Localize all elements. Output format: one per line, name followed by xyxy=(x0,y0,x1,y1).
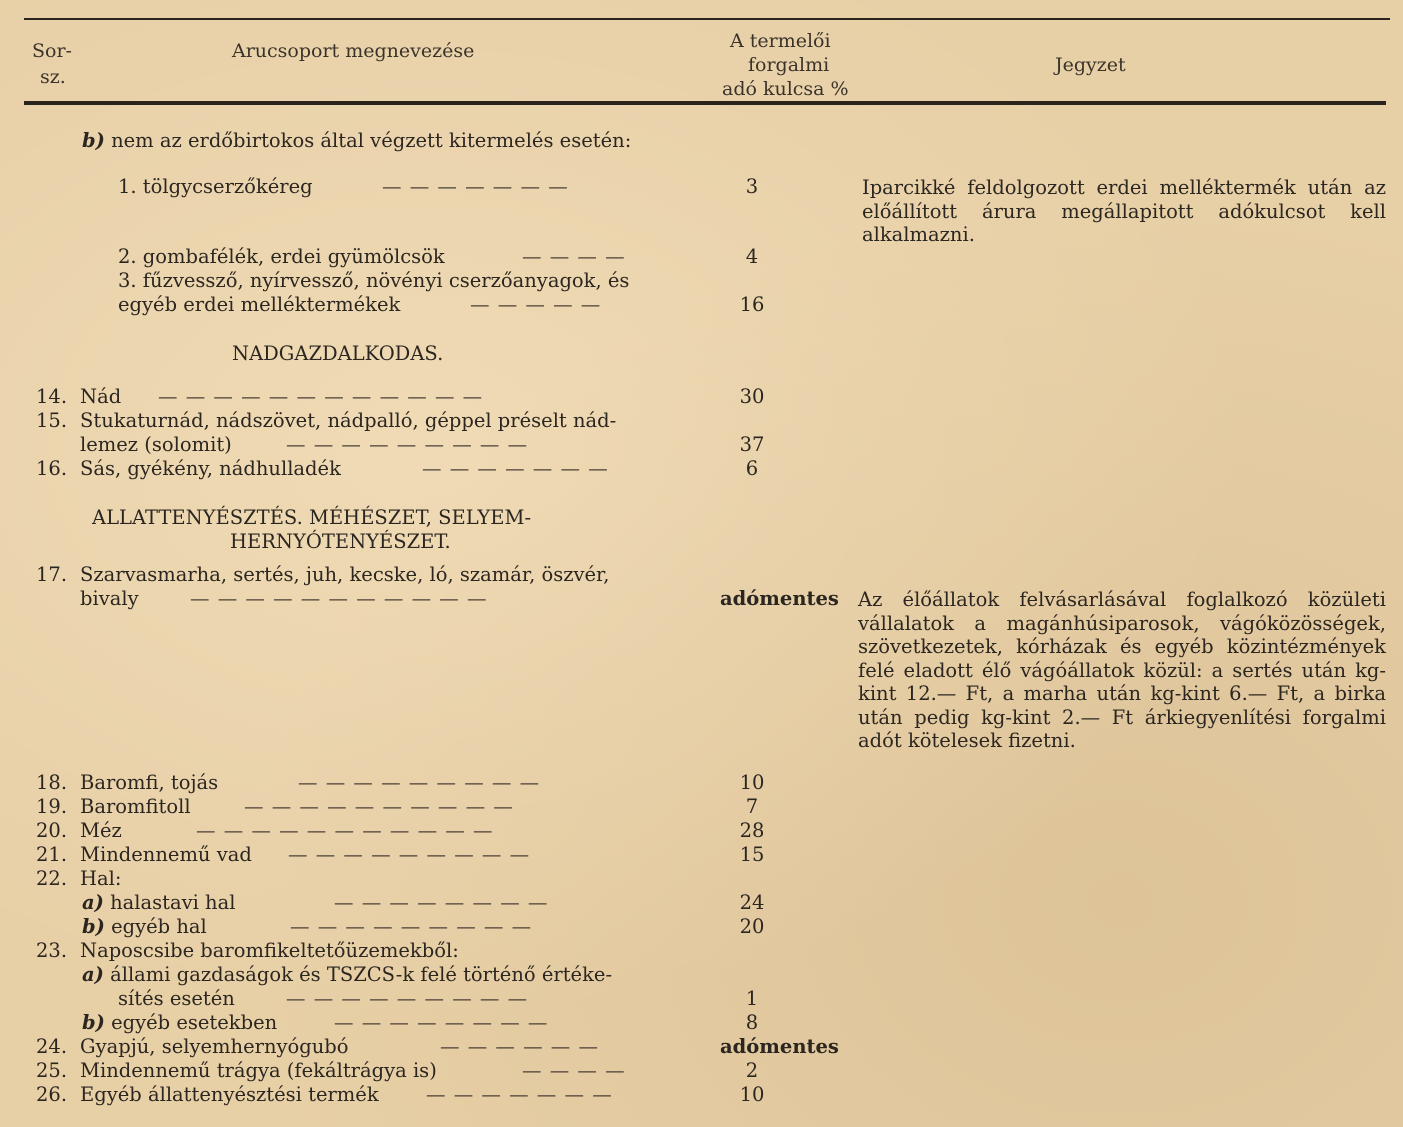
row-17-text-2: bivaly xyxy=(80,587,139,610)
row-23a xyxy=(82,964,612,986)
row-24-no: 24. xyxy=(36,1035,68,1058)
row-19-text: Baromfitoll xyxy=(80,795,191,818)
row-23a-text-1: állami gazdaságok és TSZCS-k felé történő értéke- xyxy=(110,963,613,986)
row-22a-rate: 24 xyxy=(739,891,765,914)
row-14-text: Nád xyxy=(80,385,122,408)
row-26-leader: — — — — — — — xyxy=(426,1083,613,1106)
row-22b-rate: 20 xyxy=(739,915,765,938)
row-1-note: Iparcikké feldolgozott erdei melléktermék után az előállított árura megállapitott adókulcsot kell alkalmazni. xyxy=(862,176,1386,246)
row-21-leader: — — — — — — — — — xyxy=(288,843,531,866)
section-nad-title: NADGAZDALKODAS. xyxy=(232,342,444,365)
row-16-leader: — — — — — — — xyxy=(422,457,609,480)
section-allat-title-1: ALLATTENYÉSZTÉS. MÉHÉSZET, SELYEM- xyxy=(92,506,532,529)
row-23a-leader: — — — — — — — — — xyxy=(286,987,529,1010)
row-18-no: 18. xyxy=(36,771,68,794)
header-bottom-rule xyxy=(24,101,1386,105)
row-1-text: 1. tölgycserzőkéreg xyxy=(118,175,313,198)
row-23a-letter: a) xyxy=(82,963,104,986)
row-22-text: Hal: xyxy=(80,867,122,890)
row-21-no: 21. xyxy=(36,843,68,866)
row-1-leader: — — — — — — — xyxy=(382,175,569,198)
row-23b-leader: — — — — — — — — xyxy=(334,1011,549,1034)
row-18-text: Baromfi, tojás xyxy=(80,771,219,794)
row-15-rate: 37 xyxy=(739,433,765,456)
row-14-no: 14. xyxy=(36,385,68,408)
row-15-no: 15. xyxy=(36,409,68,432)
row-17-text-1: Szarvasmarha, sertés, juh, kecske, ló, szamár, öszvér, xyxy=(80,563,610,586)
row-16-rate: 6 xyxy=(745,457,759,480)
row-14-leader: — — — — — — — — — — — — xyxy=(158,385,484,408)
row-26-rate: 10 xyxy=(739,1083,765,1106)
header-no-2: sz. xyxy=(40,66,66,88)
row-23a-text-2: sítés esetén xyxy=(118,987,235,1010)
subsection-letter: b) xyxy=(82,129,105,152)
row-22b-text: egyéb hal xyxy=(111,915,207,938)
row-25-rate: 2 xyxy=(745,1059,759,1082)
row-22b-leader: — — — — — — — — — xyxy=(290,915,533,938)
row-22a xyxy=(82,892,235,914)
header-rate-2: forgalmi xyxy=(748,54,830,76)
header-no-1: Sor- xyxy=(32,40,72,62)
header-note: Jegyzet xyxy=(1055,54,1126,76)
row-21-text: Mindennemű vad xyxy=(80,843,252,866)
row-20-text: Méz xyxy=(80,819,122,842)
row-22b xyxy=(82,916,207,938)
row-23b xyxy=(82,1012,277,1034)
row-18-leader: — — — — — — — — — xyxy=(298,771,541,794)
header-rate-3: adó kulcsa % xyxy=(722,78,849,100)
top-rule xyxy=(24,18,1390,20)
row-23b-letter: b) xyxy=(82,1011,105,1034)
row-15-text-1: Stukaturnád, nádszövet, nádpalló, géppel préselt nád- xyxy=(80,409,617,432)
row-2-leader: — — — — xyxy=(522,245,626,268)
row-22a-leader: — — — — — — — — xyxy=(334,891,549,914)
row-23b-text: egyéb esetekben xyxy=(111,1011,278,1034)
row-19-no: 19. xyxy=(36,795,68,818)
row-26-text: Egyéb állattenyésztési termék xyxy=(80,1083,379,1106)
row-24-rate: adómentes xyxy=(720,1035,839,1058)
row-22a-text: halastavi hal xyxy=(110,891,236,914)
row-21-rate: 15 xyxy=(739,843,765,866)
row-3-leader: — — — — — xyxy=(470,293,602,316)
row-2-rate: 4 xyxy=(745,245,759,268)
header-name: Arucsoport megnevezése xyxy=(232,40,475,62)
row-16-text: Sás, gyékény, nádhulladék xyxy=(80,457,341,480)
row-1-rate: 3 xyxy=(745,175,759,198)
row-19-leader: — — — — — — — — — — xyxy=(244,795,514,818)
row-20-rate: 28 xyxy=(739,819,765,842)
row-26-no: 26. xyxy=(36,1083,68,1106)
row-3-rate: 16 xyxy=(739,293,765,316)
row-22b-letter: b) xyxy=(82,915,105,938)
row-3-text-2: egyéb erdei melléktermékek xyxy=(118,293,401,316)
row-2-text: 2. gombafélék, erdei gyümölcsök xyxy=(118,245,445,268)
row-18-rate: 10 xyxy=(739,771,765,794)
row-20-no: 20. xyxy=(36,819,68,842)
row-17-rate: adómentes xyxy=(720,587,839,610)
row-3-text-1: 3. fűzvessző, nyírvessző, növényi cserzőanyagok, és xyxy=(118,269,630,292)
section-allat-title-2: HERNYÓTENYÉSZET. xyxy=(230,530,451,553)
row-25-text: Mindennemű trágya (fekáltrágya is) xyxy=(80,1059,437,1082)
row-17-note: Az élőállatok felvásarlásával foglalkozó közületi vállalatok a magánhúsiparosok, vágóközösségek, szövetkezetek, kórházak és egyéb közintézmények felé eladott élő vágóállatok közül: a sertés után kg-kint 12.— Ft, a marha után kg-kint 6.— Ft, a birka után pedig kg-kint 2.— Ft árkiegyenlítési forgalmi adót kötelesek fizetni. xyxy=(858,588,1386,752)
row-15-leader: — — — — — — — — — xyxy=(286,433,529,456)
row-17-no: 17. xyxy=(36,563,68,586)
row-16-no: 16. xyxy=(36,457,68,480)
row-14-rate: 30 xyxy=(739,385,765,408)
row-22a-letter: a) xyxy=(82,891,104,914)
row-23-no: 23. xyxy=(36,939,68,962)
row-23b-rate: 8 xyxy=(745,1011,759,1034)
row-24-text: Gyapjú, selyemhernyógubó xyxy=(80,1035,349,1058)
row-23-text: Naposcsibe baromfikeltetőüzemekből: xyxy=(80,939,459,962)
row-23a-rate: 1 xyxy=(745,987,759,1010)
row-17-leader: — — — — — — — — — — — xyxy=(190,587,488,610)
subsection-b-intro xyxy=(82,130,631,152)
row-15-text-2: lemez (solomit) xyxy=(80,433,232,456)
row-20-leader: — — — — — — — — — — — xyxy=(196,819,494,842)
subsection-text: nem az erdőbirtokos által végzett kitermelés esetén: xyxy=(111,129,632,152)
row-19-rate: 7 xyxy=(745,795,759,818)
row-25-no: 25. xyxy=(36,1059,68,1082)
header-rate-1: A termelői xyxy=(730,30,831,52)
row-22-no: 22. xyxy=(36,867,68,890)
row-24-leader: — — — — — — xyxy=(440,1035,599,1058)
row-25-leader: — — — — xyxy=(522,1059,626,1082)
